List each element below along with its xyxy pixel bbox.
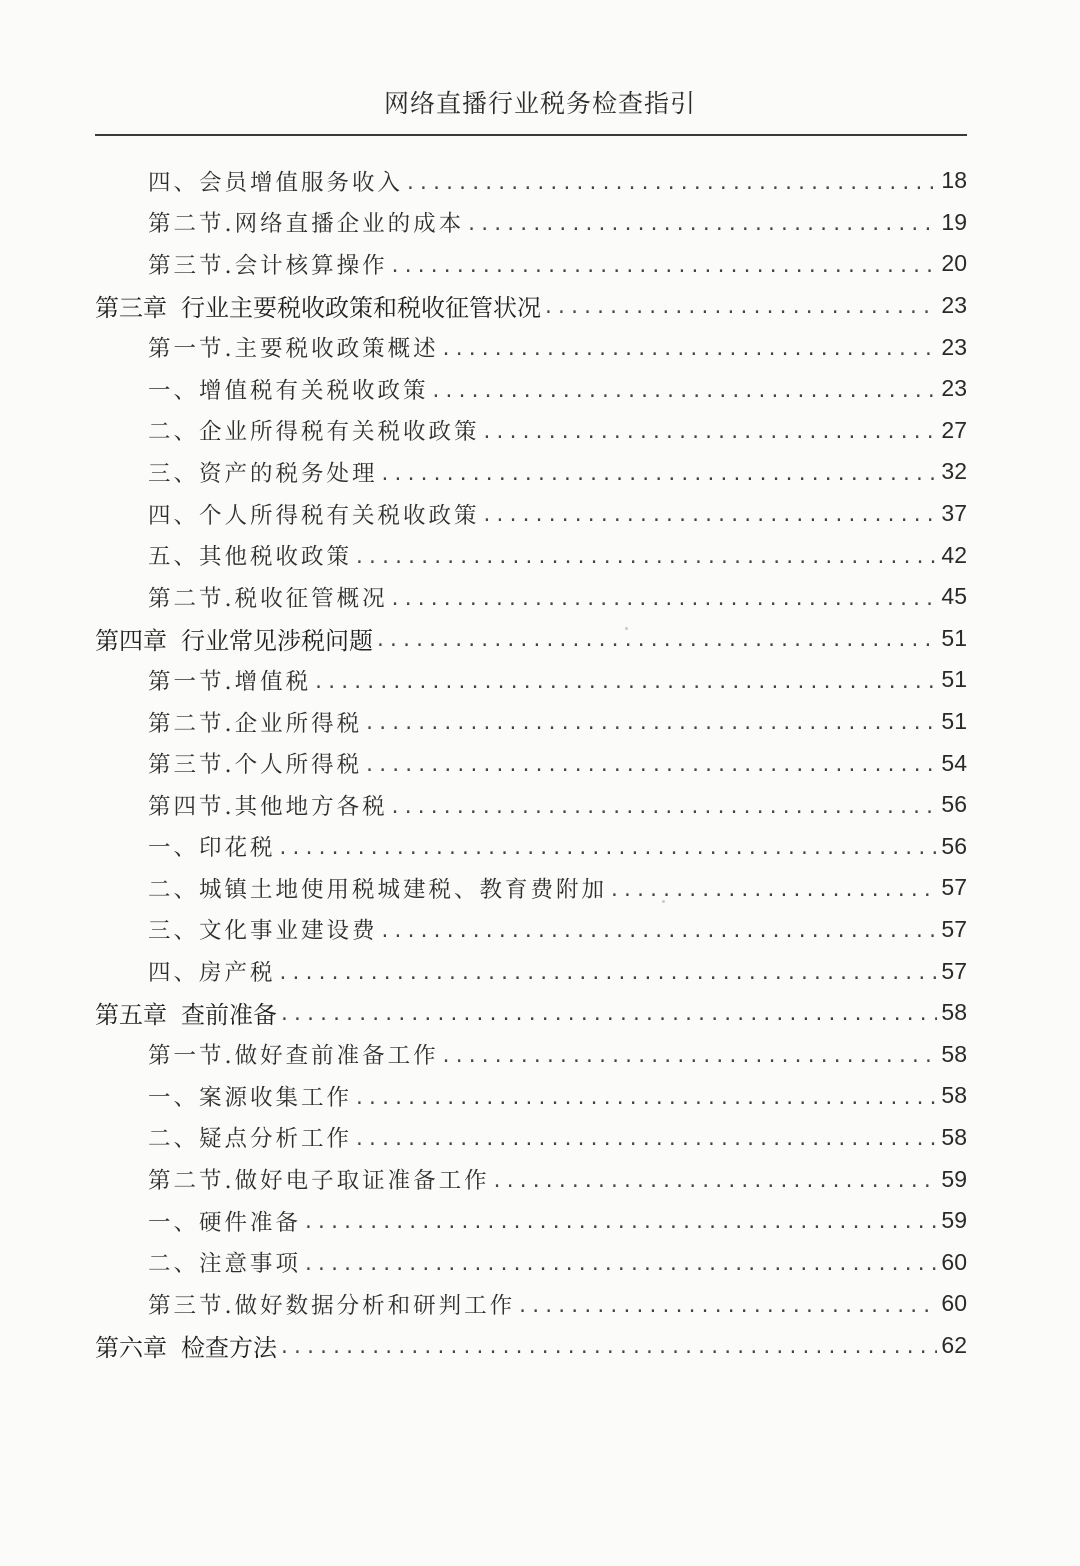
toc-dot-leader	[303, 1214, 937, 1241]
toc-dot-leader	[380, 923, 938, 950]
toc-dot-leader	[354, 1090, 937, 1117]
toc-chapter-number: 第四章	[95, 626, 167, 655]
scan-speck	[662, 900, 665, 903]
toc-page-number: 62	[941, 1331, 967, 1358]
toc-chapter-title: 查前准备	[181, 1001, 277, 1030]
toc-chapter-entry[interactable]	[95, 618, 967, 660]
toc-dot-leader	[354, 1131, 937, 1158]
toc-section-entry[interactable]	[95, 202, 967, 244]
toc-dot-leader	[354, 549, 937, 576]
toc-section-entry[interactable]	[95, 326, 967, 368]
toc-entry-label	[95, 995, 277, 1030]
toc-chapter-number: 第五章	[95, 1001, 167, 1030]
toc-section-entry[interactable]	[95, 410, 967, 452]
toc-dot-leader	[390, 258, 938, 285]
toc-dot-leader	[492, 1173, 938, 1200]
toc-entry-label: 一、硬件准备	[148, 1209, 302, 1236]
toc-dot-leader	[380, 466, 938, 493]
toc-entry-label: 第三节.会计核算操作	[148, 252, 388, 279]
toc-chapter-entry[interactable]	[95, 1325, 967, 1367]
toc-entry-label: 四、个人所得税有关税收政策	[148, 502, 480, 529]
toc-entry-label: 一、印花税	[148, 835, 276, 862]
toc-chapter-title: 检查方法	[181, 1333, 277, 1362]
toc-entry-label: 二、疑点分析工作	[148, 1126, 353, 1153]
toc-section-entry[interactable]	[95, 576, 967, 618]
toc-section-entry[interactable]	[95, 451, 967, 493]
toc-entry-label: 第一节.增值税	[148, 668, 312, 695]
toc-section-entry[interactable]	[95, 1283, 967, 1325]
toc-entry-label: 第二节.税收征管概况	[148, 585, 388, 612]
toc-section-entry[interactable]	[95, 160, 967, 202]
toc-entry-label: 第二节.企业所得税	[148, 710, 363, 737]
toc-page-number: 59	[941, 1165, 967, 1192]
toc-dot-leader	[482, 507, 938, 534]
toc-page-number: 45	[941, 583, 967, 610]
toc-page-number: 18	[941, 167, 967, 194]
toc-dot-leader	[517, 1298, 937, 1325]
toc-dot-leader	[278, 965, 938, 992]
toc-dot-leader	[466, 216, 937, 243]
toc-page-number: 58	[941, 1040, 967, 1067]
toc-page-number: 23	[941, 292, 967, 319]
toc-page-number: 32	[941, 458, 967, 485]
toc-section-entry[interactable]	[95, 659, 967, 701]
toc-section-entry[interactable]	[95, 1033, 967, 1075]
toc-entry-label: 一、案源收集工作	[148, 1084, 353, 1111]
toc-section-entry[interactable]	[95, 493, 967, 535]
toc-entry-label: 第三节.个人所得税	[148, 752, 363, 779]
toc-entry-label: 三、文化事业建设费	[148, 918, 378, 945]
toc-page-number: 54	[941, 749, 967, 776]
toc-page-number: 59	[941, 1207, 967, 1234]
table-of-contents	[95, 160, 967, 1366]
header-divider	[95, 134, 967, 136]
toc-dot-leader	[441, 341, 938, 368]
toc-entry-label: 三、资产的税务处理	[148, 460, 378, 487]
toc-dot-leader	[441, 1048, 938, 1075]
toc-entry-label: 二、注意事项	[148, 1251, 302, 1278]
toc-section-entry[interactable]	[95, 701, 967, 743]
toc-chapter-entry[interactable]	[95, 992, 967, 1034]
page-header-title: 网络直播行业税务检查指引	[383, 89, 696, 118]
toc-entry-label: 第二节.网络直播企业的成本	[148, 211, 465, 238]
toc-entry-label: 一、增值税有关税收政策	[148, 377, 429, 404]
toc-page-number: 56	[941, 832, 967, 859]
toc-page-number: 23	[941, 375, 967, 402]
toc-entry-label: 第一节.主要税收政策概述	[148, 336, 439, 363]
toc-page-number: 60	[941, 1290, 967, 1317]
toc-dot-leader	[390, 799, 938, 826]
toc-page-number: 57	[941, 874, 967, 901]
toc-entry-label	[95, 1328, 277, 1363]
toc-chapter-entry[interactable]	[95, 285, 967, 327]
toc-dot-leader	[543, 299, 937, 326]
toc-dot-leader	[609, 882, 937, 909]
toc-chapter-number: 第三章	[95, 294, 167, 323]
toc-page-number: 58	[941, 1082, 967, 1109]
toc-dot-leader	[390, 591, 938, 618]
toc-page-number: 20	[941, 250, 967, 277]
toc-section-entry[interactable]	[95, 950, 967, 992]
toc-section-entry[interactable]	[95, 1158, 967, 1200]
toc-chapter-title: 行业主要税收政策和税收征管状况	[181, 294, 541, 323]
toc-dot-leader	[364, 715, 937, 742]
toc-chapter-number: 第六章	[95, 1333, 167, 1362]
toc-dot-leader	[405, 175, 937, 202]
toc-page-number: 58	[941, 1123, 967, 1150]
toc-dot-leader	[279, 1006, 937, 1033]
toc-page-number: 58	[941, 999, 967, 1026]
toc-dot-leader	[279, 1339, 937, 1366]
toc-page-number: 42	[941, 541, 967, 568]
toc-section-entry[interactable]	[95, 534, 967, 576]
toc-dot-leader	[278, 840, 938, 867]
toc-dot-leader	[375, 632, 937, 659]
toc-entry-label: 第一节.做好查前准备工作	[148, 1043, 439, 1070]
toc-section-entry[interactable]	[95, 243, 967, 285]
toc-page-number: 57	[941, 915, 967, 942]
toc-section-entry[interactable]	[95, 1200, 967, 1242]
toc-entry-label	[95, 288, 541, 323]
toc-page-number: 51	[941, 708, 967, 735]
toc-dot-leader	[313, 674, 937, 701]
toc-entry-label: 四、会员增值服务收入	[148, 169, 404, 196]
toc-dot-leader	[482, 424, 938, 451]
toc-section-entry[interactable]	[95, 826, 967, 868]
toc-section-entry[interactable]	[95, 368, 967, 410]
toc-page-number: 37	[941, 500, 967, 527]
toc-page-number: 60	[941, 1248, 967, 1275]
toc-dot-leader	[364, 757, 937, 784]
toc-entry-label: 第二节.做好电子取证准备工作	[148, 1168, 490, 1195]
toc-dot-leader	[303, 1256, 937, 1283]
toc-page-number: 57	[941, 957, 967, 984]
toc-entry-label: 第四节.其他地方各税	[148, 793, 388, 820]
toc-entry-label	[95, 621, 373, 656]
toc-page-number: 23	[941, 333, 967, 360]
toc-page-number: 56	[941, 791, 967, 818]
toc-section-entry[interactable]	[95, 1075, 967, 1117]
toc-entry-label: 二、企业所得税有关税收政策	[148, 419, 480, 446]
scan-speck	[625, 627, 628, 630]
toc-page-number: 51	[941, 624, 967, 651]
toc-entry-label: 四、房产税	[148, 960, 276, 987]
toc-dot-leader	[431, 383, 938, 410]
toc-section-entry[interactable]	[95, 909, 967, 951]
toc-page-number: 27	[941, 416, 967, 443]
toc-entry-label: 第三节.做好数据分析和研判工作	[148, 1292, 516, 1319]
toc-page-number: 19	[941, 208, 967, 235]
toc-section-entry[interactable]	[95, 784, 967, 826]
toc-chapter-title: 行业常见涉税问题	[181, 626, 373, 655]
toc-section-entry[interactable]	[95, 1117, 967, 1159]
toc-section-entry[interactable]	[95, 1241, 967, 1283]
toc-entry-label: 二、城镇土地使用税城建税、教育费附加	[148, 876, 608, 903]
toc-entry-label: 五、其他税收政策	[148, 544, 353, 571]
toc-page-number: 51	[941, 666, 967, 693]
toc-section-entry[interactable]	[95, 867, 967, 909]
toc-section-entry[interactable]	[95, 742, 967, 784]
